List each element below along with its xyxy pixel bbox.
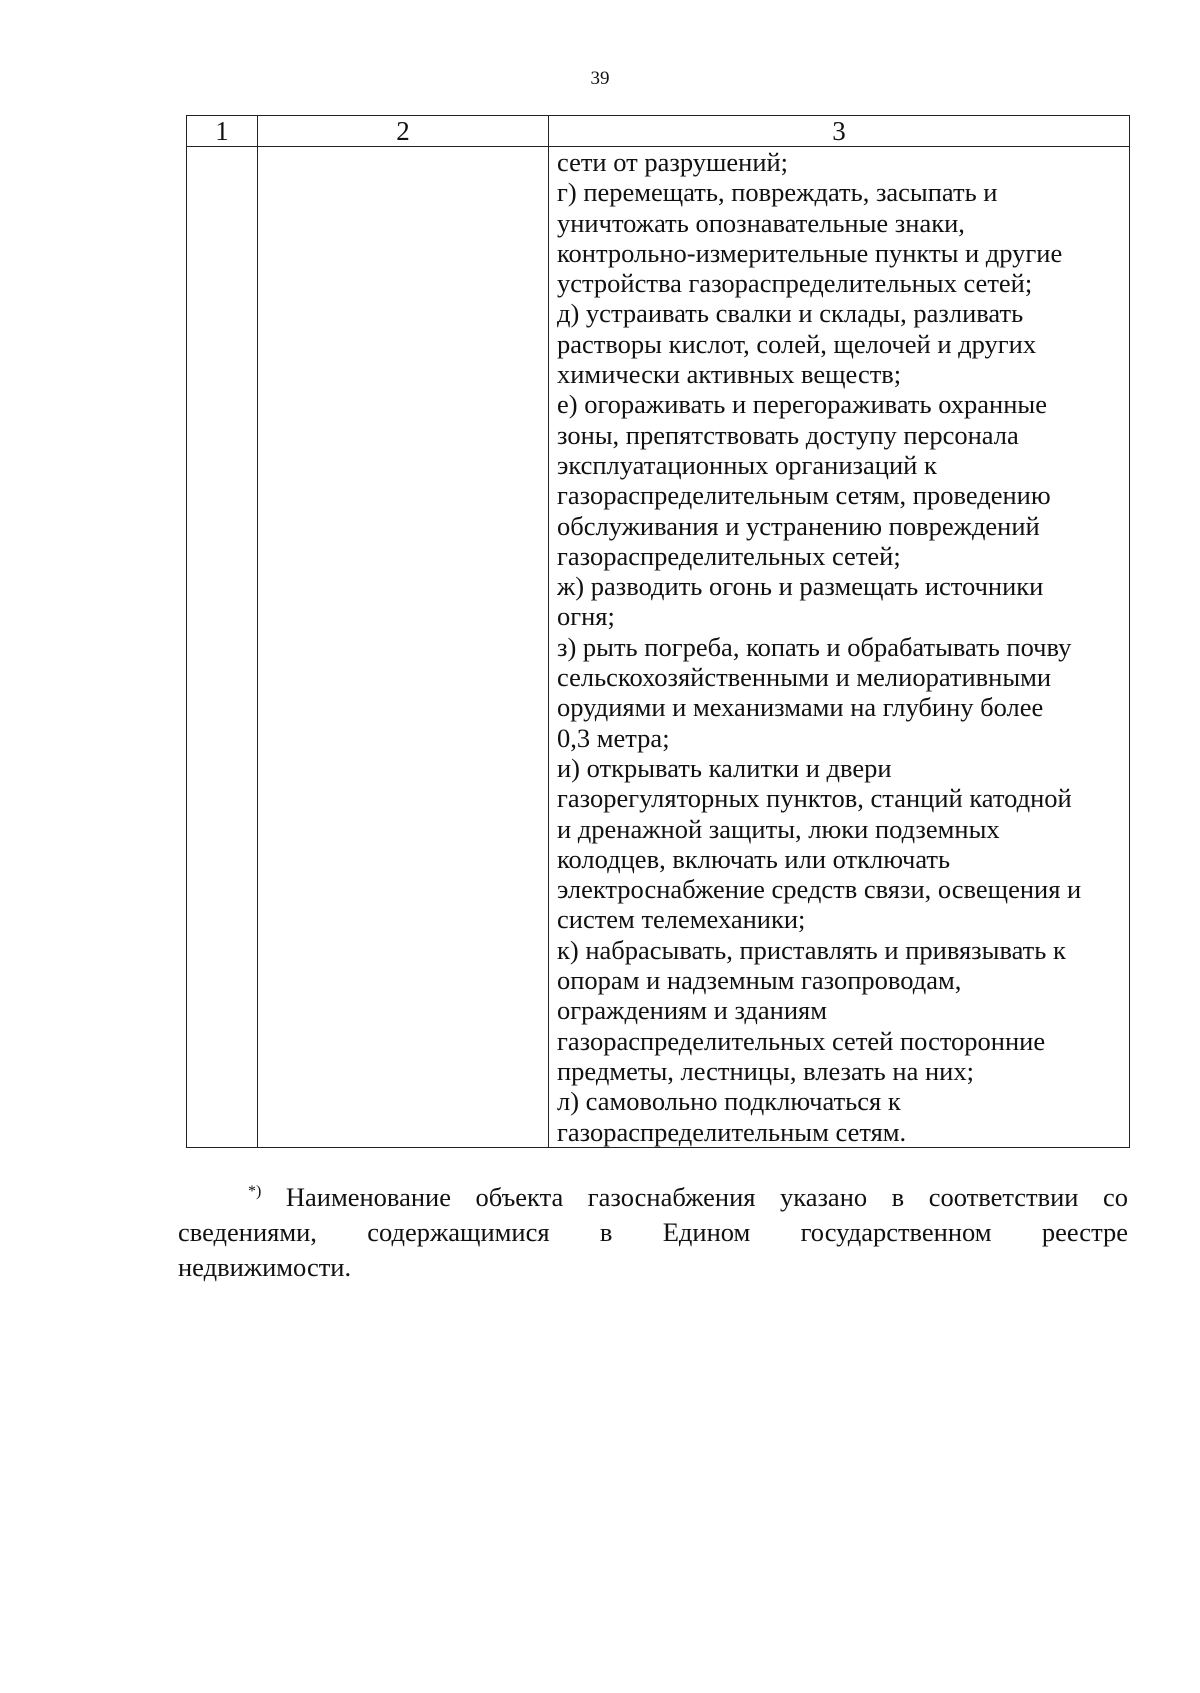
table-cell-text-line: уничтожать опознавательные знаки, (557, 207, 965, 238)
table-cell-text-line: газораспределительных сетей; (557, 540, 901, 571)
table-cell-text-line: колодцев, включать или отключать (557, 843, 951, 874)
table-cell-text-line: и) открывать калитки и двери (557, 752, 892, 783)
table-row (187, 147, 1130, 1148)
table-cell-text-line: эксплуатационных организаций к (557, 449, 937, 480)
table-cell-text-line: газораспределительным сетям. (557, 1116, 907, 1147)
table-cell-text-line: контрольно-измерительные пункты и другие (557, 237, 1063, 268)
table-header-col-2: 2 (258, 116, 549, 147)
table-header-col-1: 1 (187, 116, 258, 147)
footnote-line: недвижимости. (178, 1252, 352, 1282)
table-cell-text-line: растворы кислот, солей, щелочей и других (557, 328, 1037, 359)
table-cell-text-line: ж) разводить огонь и размещать источники (557, 571, 1044, 602)
table-cell-text-line: к) набрасывать, приставлять и привязывать к (557, 934, 1066, 965)
footnote-line (178, 1180, 1128, 1215)
table-cell-text-line: и дренажной защиты, люки подземных (557, 813, 1000, 844)
table-cell-text-line: систем телемеханики; (557, 904, 806, 935)
table-cell-text-line: газораспределительных сетей посторонние (557, 1025, 1046, 1056)
table-header-row (187, 116, 1130, 147)
footnote-line: сведениями, содержащимися в Едином государственном реестре (178, 1217, 1128, 1247)
document-table (186, 115, 1130, 1148)
prohibitions-list (549, 147, 1129, 1147)
table-cell-text-line: электроснабжение средств связи, освещения и (557, 874, 1082, 905)
table-cell-text-line: огня; (557, 601, 615, 632)
table-cell-text-line: сети от разрушений; (557, 147, 789, 177)
table-cell-text-line: предметы, лестницы, влезать на них; (557, 1055, 974, 1086)
table-cell-text-line: г) перемещать, повреждать, засыпать и (557, 177, 998, 208)
table-cell-text-line: устройства газораспределительных сетей; (557, 268, 1033, 299)
table-cell-text-line: зоны, препятствовать доступу персонала (557, 419, 1019, 450)
table-cell-text-line: сельскохозяйственными и мелиоративными (557, 662, 1052, 693)
table-cell-text-line: е) огораживать и перегораживать охранные (557, 389, 1047, 420)
footnote-marker: *) (248, 1183, 262, 1201)
table-cell-text-line: д) устраивать свалки и склады, разливать (557, 298, 1024, 329)
table-cell-text-line: газораспределительным сетям, проведению (557, 480, 1051, 511)
table-cell-text-line: опорам и надземным газопроводам, (557, 965, 962, 996)
table-cell-text-line: ограждениям и зданиям (557, 995, 827, 1026)
table-cell-text-line: л) самовольно подключаться к (557, 1086, 901, 1117)
table-cell-text-line: орудиями и механизмами на глубину более (557, 692, 1044, 723)
footnote-line-text: Наименование объекта газоснабжения указано в соответствии со (285, 1182, 1129, 1212)
table-cell-col-2 (258, 147, 549, 1148)
page-number: 39 (590, 68, 610, 89)
table-cell-text-line: химически активных веществ; (557, 359, 902, 390)
table-cell-text-line: газорегуляторных пунктов, станций катодной (557, 783, 1072, 814)
footnote (178, 1180, 1128, 1285)
table-cell-text-line: 0,3 метра; (557, 722, 670, 753)
table-header-col-3: 3 (549, 116, 1130, 147)
table-cell-col-1 (187, 147, 258, 1148)
table-cell-text-line: з) рыть погреба, копать и обрабатывать почву (557, 631, 1072, 662)
table-cell-text-line: обслуживания и устранению повреждений (557, 510, 1040, 541)
table-cell-col-3 (549, 147, 1130, 1148)
